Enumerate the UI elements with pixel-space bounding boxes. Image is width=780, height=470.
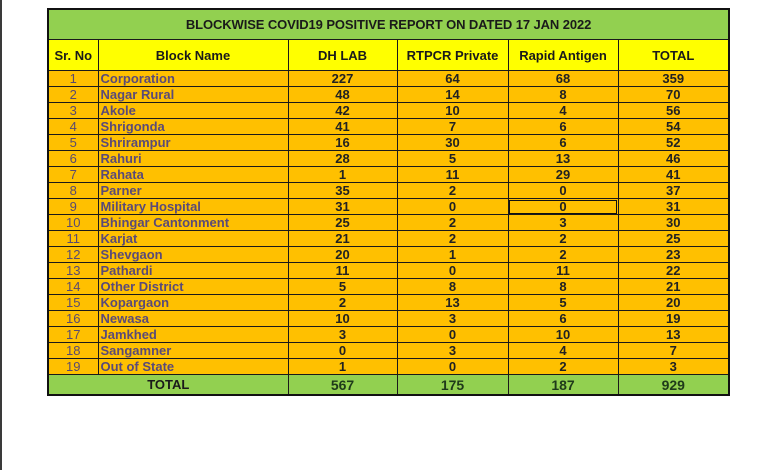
- cell-rtpcr-private: 11: [397, 167, 508, 183]
- cell-sr-no: 4: [48, 119, 98, 135]
- report-title: BLOCKWISE COVID19 POSITIVE REPORT ON DATED 17 JAN 2022: [48, 9, 729, 40]
- table-row: [48, 183, 729, 199]
- cell-rapid-antigen: 8: [508, 87, 618, 103]
- cell-rtpcr-private: 30: [397, 135, 508, 151]
- cell-dh-lab: 11: [288, 263, 397, 279]
- cell-total: 31: [618, 199, 729, 215]
- total-grand-total: 929: [618, 375, 729, 396]
- cell-sr-no: 9: [48, 199, 98, 215]
- cell-rapid-antigen: 4: [508, 343, 618, 359]
- table-row: [48, 119, 729, 135]
- table-row: [48, 263, 729, 279]
- table-row: [48, 247, 729, 263]
- table-row: [48, 327, 729, 343]
- cell-sr-no: 14: [48, 279, 98, 295]
- cell-block-name: Sangamner: [98, 343, 288, 359]
- cell-total: 56: [618, 103, 729, 119]
- cell-sr-no: 12: [48, 247, 98, 263]
- cell-dh-lab: 42: [288, 103, 397, 119]
- table-row: [48, 295, 729, 311]
- window-left-border: [0, 0, 2, 470]
- cell-dh-lab: 20: [288, 247, 397, 263]
- table-header-row: [48, 40, 729, 71]
- cell-sr-no: 8: [48, 183, 98, 199]
- cell-dh-lab: 2: [288, 295, 397, 311]
- cell-sr-no: 11: [48, 231, 98, 247]
- cell-rapid-antigen: 2: [508, 231, 618, 247]
- cell-sr-no: 13: [48, 263, 98, 279]
- cell-sr-no: 19: [48, 359, 98, 375]
- cell-sr-no: 10: [48, 215, 98, 231]
- cell-block-name: Nagar Rural: [98, 87, 288, 103]
- cell-dh-lab: 1: [288, 359, 397, 375]
- cell-dh-lab: 48: [288, 87, 397, 103]
- cell-rtpcr-private: 0: [397, 327, 508, 343]
- cell-sr-no: 2: [48, 87, 98, 103]
- cell-sr-no: 1: [48, 71, 98, 87]
- cell-rtpcr-private: 3: [397, 343, 508, 359]
- cell-total: 54: [618, 119, 729, 135]
- cell-block-name: Shevgaon: [98, 247, 288, 263]
- cell-rtpcr-private: 2: [397, 215, 508, 231]
- cell-rtpcr-private: 2: [397, 183, 508, 199]
- cell-total: 359: [618, 71, 729, 87]
- cell-block-name: Rahuri: [98, 151, 288, 167]
- cell-sr-no: 3: [48, 103, 98, 119]
- cell-block-name: Pathardi: [98, 263, 288, 279]
- cell-rapid-antigen: 6: [508, 311, 618, 327]
- cell-total: 21: [618, 279, 729, 295]
- column-header-total: TOTAL: [618, 40, 729, 71]
- cell-total: 19: [618, 311, 729, 327]
- cell-rtpcr-private: 2: [397, 231, 508, 247]
- cell-rtpcr-private: 8: [397, 279, 508, 295]
- table-row: [48, 87, 729, 103]
- table-row: [48, 215, 729, 231]
- cell-rtpcr-private: 0: [397, 263, 508, 279]
- cell-rapid-antigen: 10: [508, 327, 618, 343]
- cell-total: 3: [618, 359, 729, 375]
- cell-dh-lab: 35: [288, 183, 397, 199]
- cell-rapid-antigen: 8: [508, 279, 618, 295]
- table-row: [48, 103, 729, 119]
- column-header-dh-lab: DH LAB: [288, 40, 397, 71]
- column-header-sr-no: Sr. No: [48, 40, 98, 71]
- table-row: [48, 167, 729, 183]
- cell-dh-lab: 3: [288, 327, 397, 343]
- table-row: [48, 279, 729, 295]
- cell-rapid-antigen: 2: [508, 359, 618, 375]
- cell-rtpcr-private: 3: [397, 311, 508, 327]
- cell-rapid-antigen: 0: [508, 199, 618, 215]
- table-row: [48, 71, 729, 87]
- cell-block-name: Rahata: [98, 167, 288, 183]
- cell-block-name: Shrigonda: [98, 119, 288, 135]
- total-label: TOTAL: [48, 375, 288, 396]
- cell-block-name: Akole: [98, 103, 288, 119]
- table-row: [48, 311, 729, 327]
- cell-block-name: Newasa: [98, 311, 288, 327]
- cell-block-name: Kopargaon: [98, 295, 288, 311]
- cell-block-name: Corporation: [98, 71, 288, 87]
- cell-total: 13: [618, 327, 729, 343]
- table-row: [48, 199, 729, 215]
- cell-block-name: Shrirampur: [98, 135, 288, 151]
- cell-rtpcr-private: 14: [397, 87, 508, 103]
- cell-dh-lab: 16: [288, 135, 397, 151]
- total-rapid-antigen: 187: [508, 375, 618, 396]
- table-row: [48, 135, 729, 151]
- cell-sr-no: 16: [48, 311, 98, 327]
- total-dh-lab: 567: [288, 375, 397, 396]
- table-row: [48, 359, 729, 375]
- cell-total: 70: [618, 87, 729, 103]
- total-rtpcr-private: 175: [397, 375, 508, 396]
- cell-rapid-antigen: 3: [508, 215, 618, 231]
- cell-sr-no: 6: [48, 151, 98, 167]
- cell-rtpcr-private: 0: [397, 199, 508, 215]
- cell-total: 30: [618, 215, 729, 231]
- table-row: [48, 231, 729, 247]
- cell-block-name: Military Hospital: [98, 199, 288, 215]
- cell-rtpcr-private: 1: [397, 247, 508, 263]
- cell-dh-lab: 0: [288, 343, 397, 359]
- table-row: [48, 343, 729, 359]
- cell-total: 46: [618, 151, 729, 167]
- column-header-block-name: Block Name: [98, 40, 288, 71]
- cell-block-name: Karjat: [98, 231, 288, 247]
- cell-total: 37: [618, 183, 729, 199]
- cell-rapid-antigen: 6: [508, 119, 618, 135]
- cell-dh-lab: 1: [288, 167, 397, 183]
- table-total-row: [48, 375, 729, 396]
- cell-total: 25: [618, 231, 729, 247]
- cell-rapid-antigen: 68: [508, 71, 618, 87]
- cell-block-name: Out of State: [98, 359, 288, 375]
- cell-dh-lab: 41: [288, 119, 397, 135]
- cell-sr-no: 15: [48, 295, 98, 311]
- cell-total: 52: [618, 135, 729, 151]
- cell-dh-lab: 28: [288, 151, 397, 167]
- cell-rapid-antigen: 13: [508, 151, 618, 167]
- cell-dh-lab: 5: [288, 279, 397, 295]
- column-header-rtpcr-private: RTPCR Private: [397, 40, 508, 71]
- cell-rapid-antigen: 29: [508, 167, 618, 183]
- cell-dh-lab: 21: [288, 231, 397, 247]
- cell-total: 41: [618, 167, 729, 183]
- cell-block-name: Bhingar Cantonment: [98, 215, 288, 231]
- cell-total: 22: [618, 263, 729, 279]
- table-body: [48, 71, 729, 375]
- cell-block-name: Other District: [98, 279, 288, 295]
- cell-dh-lab: 227: [288, 71, 397, 87]
- cell-rapid-antigen: 11: [508, 263, 618, 279]
- table-row: [48, 151, 729, 167]
- cell-dh-lab: 31: [288, 199, 397, 215]
- table-title-row: [48, 9, 729, 40]
- cell-dh-lab: 25: [288, 215, 397, 231]
- cell-sr-no: 7: [48, 167, 98, 183]
- cell-rapid-antigen: 6: [508, 135, 618, 151]
- cell-rtpcr-private: 0: [397, 359, 508, 375]
- cell-rapid-antigen: 5: [508, 295, 618, 311]
- cell-total: 7: [618, 343, 729, 359]
- cell-rtpcr-private: 13: [397, 295, 508, 311]
- cell-dh-lab: 10: [288, 311, 397, 327]
- cell-rapid-antigen: 4: [508, 103, 618, 119]
- cell-block-name: Jamkhed: [98, 327, 288, 343]
- cell-sr-no: 18: [48, 343, 98, 359]
- cell-rtpcr-private: 7: [397, 119, 508, 135]
- cell-total: 23: [618, 247, 729, 263]
- cell-rapid-antigen: 2: [508, 247, 618, 263]
- cell-sr-no: 5: [48, 135, 98, 151]
- column-header-rapid-antigen: Rapid Antigen: [508, 40, 618, 71]
- covid-report-table: [47, 8, 730, 396]
- cell-rtpcr-private: 10: [397, 103, 508, 119]
- cell-sr-no: 17: [48, 327, 98, 343]
- cell-rtpcr-private: 64: [397, 71, 508, 87]
- cell-total: 20: [618, 295, 729, 311]
- cell-block-name: Parner: [98, 183, 288, 199]
- cell-rtpcr-private: 5: [397, 151, 508, 167]
- cell-rapid-antigen: 0: [508, 183, 618, 199]
